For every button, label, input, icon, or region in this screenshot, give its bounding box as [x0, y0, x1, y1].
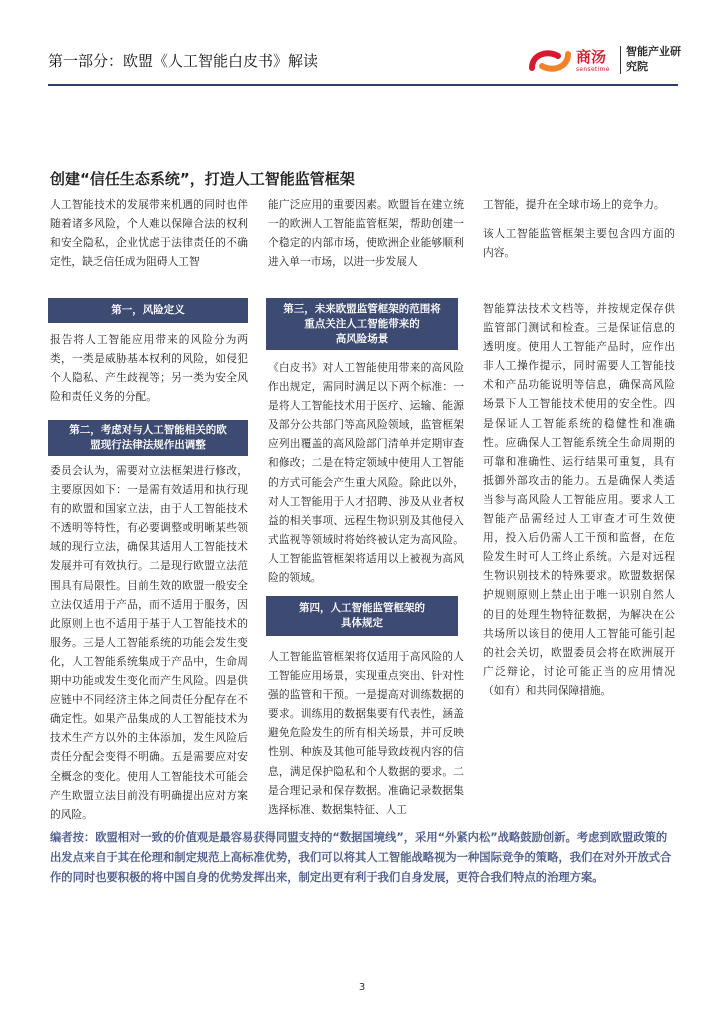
- section-three-heading-line3: 高风险场景: [335, 332, 389, 345]
- intro-paragraph-col3a: 工智能，提升在全球市场上的竞争力。: [483, 198, 665, 211]
- section-one-heading: 第一，风险定义: [111, 304, 185, 316]
- section-two-body: 委员会认为，需要对立法框架进行修改，主要原因如下：一是需有效适用和执行现有的欧盟和国家立法，由于人工智能技术不透明等特性，有必要调整或明晰某些领域的现行立法，确保其适用人工智能技术发展并可有效执行。二是现行欧盟立法范围具有局限性。目前生效的欧盟一般安全立法仅适用于产品，而不适用于服务，因此原则上也不适用于基于人工智能技术的服务。三是人工智能系统的功能会发生变化，人工智能系统集成于产品中，生命周期中功能或发生变化而产生风险。四是供应链中不同经济主体之间责任分配存在不确定性。如果产品集成的人工智能技术为技术生产方以外的主体添加，发生风险后责任分配会变得不明确。五是需要应对安全概念的变化。使用人工智能技术可能会产生欧盟立法目前没有明确提出应对方案的风险。: [50, 464, 248, 821]
- sensetime-logo: [528, 42, 688, 82]
- page-header-title: 第一部分：欧盟《人工智能白皮书》解读: [48, 52, 319, 70]
- section-heading: 创建“信任生态系统”，打造人工智能监管框架: [50, 170, 355, 188]
- logo-divider: [620, 46, 621, 74]
- logo-sub-text: sensetime: [576, 66, 610, 73]
- section-four-heading-line2: 具体规定: [341, 617, 383, 629]
- column3-continued-body: 智能算法技术文档等，并按规定保存供监管部门测试和检查。三是保证信息的透明度。使用人工智能产品时，应作出非人工操作提示，同时需要人工智能技术和产品功能说明等信息，确保高风险场景下人工智能技术使用的安全性。四是保证人工智能系统的稳健性和准确性。应确保人工智能系统全生命周期的可靠和准确性、运行结果可重复，具有抵御外部攻击的能力。五是确保人类适当参与高风险人工智能应用。要求人工智能产品需经过人工审查才可生效使用，投入后仍需人工干预和监督，在危险发生时可人工终止系统。六是对远程生物识别技术的特殊要求。欧盟数据保护规则原则上禁止出于唯一识别自然人的目的处理生物特征数据，为解决在公共场所以该目的使用人工智能可能引起的社会关切，欧盟委员会将在欧洲展开广泛辩论，讨论可能正当的应用情况（如有）和共同保障措施。: [483, 302, 675, 697]
- intro-paragraph-col3b: 该人工智能监管框架主要包含四方面的内容。: [483, 227, 675, 260]
- intro-paragraph-col2: 能广泛应用的重要因素。欧盟旨在建立统一的欧洲人工智能监管框架，帮助创建一个稳定的内部市场，使欧洲企业能够顺利进入单一市场，以进一步发展人: [268, 198, 464, 269]
- logo-brand-text: 商汤: [576, 48, 607, 66]
- intro-paragraph-col1: 人工智能技术的发展带来机遇的同时也伴随着诸多风险，个人难以保障合法的权利和安全隐私，企业忧虑于法律责任的不确定性，缺乏信任成为阻碍人工智: [50, 198, 248, 269]
- section-one-body: 报告将人工智能应用带来的风险分为两类，一类是威胁基本权利的风险，如侵犯个人隐私、产生歧视等；另一类为安全风险和责任义务的分配。: [50, 333, 248, 404]
- section-three-heading-line1: 第三，未来欧盟监管框架的范围将: [283, 302, 441, 315]
- section-four-body: 人工智能监管框架将仅适用于高风险的人工智能应用场景，实现重点突出、针对性强的监管和干预。一是提高对训练数据的要求。训练用的数据集要有代表性，涵盖避免危险发生的所有相关场景，并可反映性别、种族及其他可能导致歧视内容的信息，满足保护隐私和个人数据的要求。二是合理记录和保存数据。准确记录数据集选择标准、数据集特征、人工: [268, 650, 464, 816]
- editor-note: 编者按：欧盟相对一致的价值观是最容易获得同盟支持的“数据国境线”，采用“外紧内松”战略鼓励创新。考虑到欧盟政策的出发点来自于其在伦理和制定规范上高标准优势，我们可以将其人工智能战略视为一种国际竞争的策略，我们在对外开放式合作的同时也要积极的将中国自身的优势发挥出来，制定出更有利于我们自身发展，更符合我们特点的治理方案。: [50, 831, 672, 885]
- section-four-heading-line1: 第四，人工智能监管框架的: [299, 602, 425, 614]
- logo-institute-text: 智能产业研究院: [626, 45, 681, 73]
- section-three-body: 《白皮书》对人工智能使用带来的高风险作出规定，需同时满足以下两个标准：一是将人工智能技术用于医疗、运输、能源及部分公共部门等高风险领域，监管框架应列出覆盖的高风险部门清单并定期审查和修改；二是在特定领域中使用人工智能的方式可能会产生重大风险。除此以外，对人工智能用于人才招聘、涉及从业者权益的相关事项、远程生物识别及其他侵入式监视等领域时将始终被认定为高风险。人工智能监管框架将适用以上被视为高风险的领域。: [268, 361, 464, 585]
- sensetime-logo-icon: [528, 46, 572, 76]
- section-two-heading-line1: 第二，考虑对与人工智能相关的欧: [69, 424, 227, 436]
- section-three-heading-box: [266, 298, 458, 350]
- section-one-heading-box: [48, 298, 248, 323]
- section-three-heading-line2: 重点关注人工智能带来的: [304, 317, 420, 330]
- header-divider: [48, 84, 678, 86]
- section-two-heading-line2: 盟现行法律法规作出调整: [90, 439, 206, 451]
- section-four-heading-box: [266, 596, 458, 636]
- page-number: 3: [358, 982, 366, 993]
- section-two-heading-box: [48, 420, 248, 456]
